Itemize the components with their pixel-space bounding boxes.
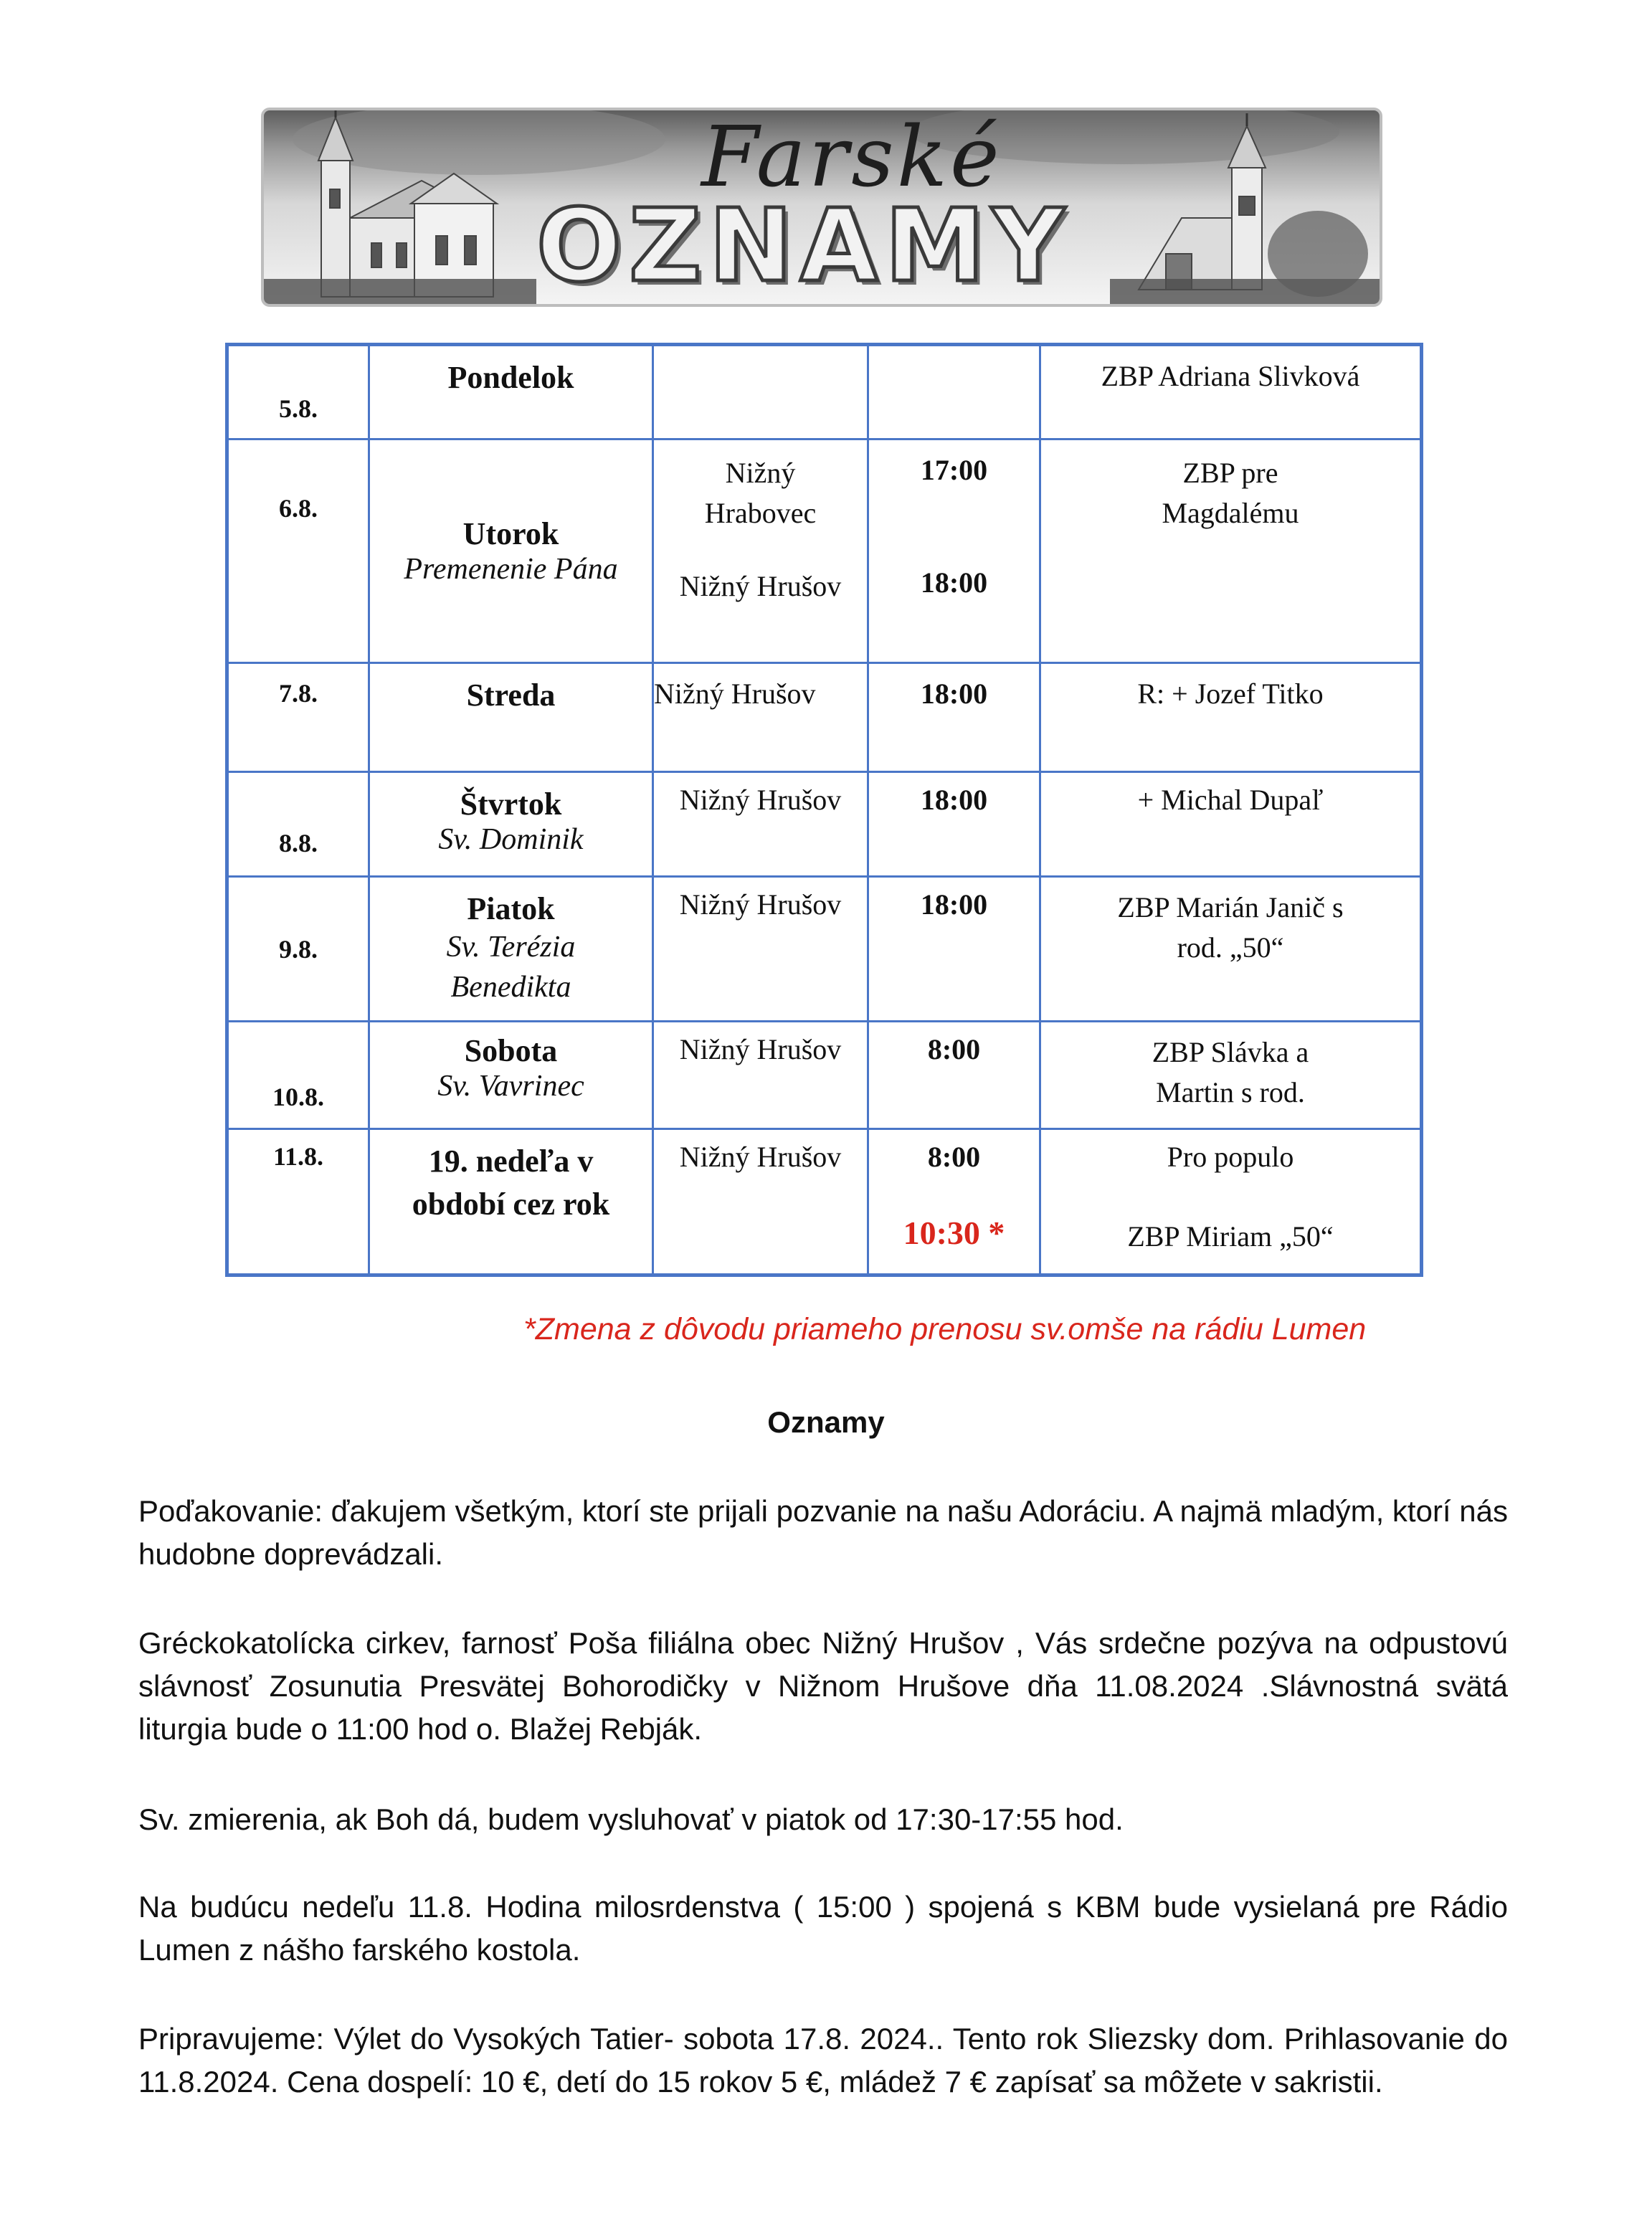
time-text-changed: 10:30 * — [903, 1215, 1005, 1251]
date-cell — [227, 439, 369, 663]
table-row — [227, 1022, 1422, 1129]
intention-cell — [1040, 663, 1422, 772]
intention-text: ZBP pre Magdalému — [1162, 457, 1299, 529]
time-text: 17:00 — [920, 454, 988, 486]
announcement-paragraph: Poďakovanie: ďakujem všetkým, ktorí ste prijali pozvanie na našu Adoráciu. A najmä mladým, ktorí nás hudobne doprevádzali. — [138, 1494, 1508, 1571]
day-cell — [369, 1129, 653, 1275]
time-text: 18:00 — [920, 784, 988, 816]
date-cell — [227, 1022, 369, 1129]
date-text: 5.8. — [279, 394, 318, 423]
schedule-change-note: *Zmena z dôvodu priameho prenosu sv.omše na rádiu Lumen — [523, 1312, 1367, 1346]
intention-cell — [1040, 772, 1422, 877]
banner-title-main: OZNAMY — [536, 188, 1072, 305]
announcement-paragraph: Na budúcu nedeľu 11.8. Hodina milosrdenstva ( 15:00 ) spojená s KBM bude vysielaná pre Rádio Lumen z nášho farského kostola. — [138, 1890, 1508, 1967]
table-row — [227, 877, 1422, 1022]
day-name: Štvrtok — [460, 787, 562, 822]
day-name: Sobota — [464, 1033, 558, 1068]
feast-name: Sv. Dominik — [438, 823, 584, 856]
time-text: 8:00 — [927, 1141, 981, 1173]
feast-name: Premenenie Pána — [404, 553, 618, 586]
intention-cell — [1040, 877, 1422, 1022]
day-name: Utorok — [462, 516, 559, 551]
intention-cell — [1040, 1022, 1422, 1129]
announcement-paragraph: Sv. zmierenia, ak Boh dá, budem vysluhovať v piatok od 17:30-17:55 hod. — [138, 1802, 1124, 1836]
date-cell — [227, 877, 369, 1022]
date-text: 10.8. — [272, 1083, 324, 1111]
feast-name: Sv. Terézia Benedikta — [446, 931, 576, 1004]
time-text: 8:00 — [927, 1033, 981, 1065]
place-text: Nižný Hrušov — [679, 888, 842, 921]
day-cell — [369, 345, 653, 439]
time-cell — [868, 345, 1040, 439]
day-cell — [369, 877, 653, 1022]
intention-text: ZBP Miriam „50“ — [1127, 1220, 1334, 1253]
place-cell — [653, 1129, 868, 1275]
time-cell — [868, 772, 1040, 877]
date-cell — [227, 663, 369, 772]
place-text: Nižný Hrušov — [679, 1033, 842, 1065]
place-text: Nižný Hrušov — [679, 784, 842, 816]
day-cell — [369, 439, 653, 663]
intention-text: Pro populo — [1167, 1141, 1294, 1173]
date-text: 7.8. — [279, 679, 318, 708]
time-text: 18:00 — [920, 678, 988, 710]
time-cell — [868, 1022, 1040, 1129]
intention-cell — [1040, 345, 1422, 439]
place-cell — [653, 1022, 868, 1129]
table-row — [227, 439, 1422, 663]
place-cell — [653, 663, 868, 772]
header-banner — [261, 108, 1382, 307]
date-cell — [227, 345, 369, 439]
date-text: 6.8. — [279, 494, 318, 523]
date-text: 11.8. — [272, 1142, 323, 1171]
intention-cell — [1040, 439, 1422, 663]
table-row — [227, 772, 1422, 877]
day-cell — [369, 1022, 653, 1129]
day-name: 19. nedeľa v období cez rok — [412, 1144, 610, 1222]
intention-text: + Michal Dupaľ — [1137, 784, 1324, 816]
time-cell — [868, 877, 1040, 1022]
announcements-title: Oznamy — [767, 1405, 885, 1439]
table-row — [227, 1129, 1422, 1275]
mass-schedule-table — [225, 343, 1423, 1277]
day-name: Pondelok — [447, 360, 574, 395]
time-cell — [868, 439, 1040, 663]
place-cell — [653, 877, 868, 1022]
table-row — [227, 663, 1422, 772]
time-cell — [868, 663, 1040, 772]
announcement-paragraph: Gréckokatolícka cirkev, farnosť Poša filiálna obec Nižný Hrušov , Vás srdečne pozýva na odpustovú slávnosť Zosunutia Presvätej Bohorodičky v Nižnom Hrušove dňa 11.08.2024 .Slávnostná svätá liturgia bude o 11:00 hod o. Blažej Rebják. — [138, 1626, 1508, 1746]
day-cell — [369, 772, 653, 877]
intention-text: ZBP Slávka a Martin s rod. — [1152, 1036, 1309, 1108]
intention-cell — [1040, 1129, 1422, 1275]
banner-title-script: Farské — [701, 109, 1002, 206]
day-cell — [369, 663, 653, 772]
place-cell — [653, 772, 868, 877]
place-text: Nižný Hrušov — [679, 570, 842, 602]
date-cell — [227, 1129, 369, 1275]
table-row — [227, 345, 1422, 439]
time-cell — [868, 1129, 1040, 1275]
date-text: 8.8. — [279, 829, 318, 857]
time-text: 18:00 — [920, 888, 988, 921]
date-cell — [227, 772, 369, 877]
place-text: Nižný Hrušov — [654, 678, 816, 710]
date-text: 9.8. — [279, 934, 318, 964]
intention-text: ZBP Marián Janič s rod. „50“ — [1117, 891, 1344, 964]
place-text: Nižný Hrušov — [679, 1141, 842, 1173]
time-text: 18:00 — [920, 566, 988, 599]
feast-name: Sv. Vavrinec — [437, 1070, 584, 1103]
place-text: Nižný Hrabovec — [704, 457, 817, 529]
intention-text: R: + Jozef Titko — [1137, 678, 1324, 710]
intention-text: ZBP Adriana Slivková — [1101, 360, 1360, 392]
place-cell — [653, 345, 868, 439]
day-name: Piatok — [467, 891, 555, 926]
announcement-paragraph: Pripravujeme: Výlet do Vysokých Tatier- sobota 17.8. 2024.. Tento rok Sliezsky dom. Prihlasovanie do 11.8.2024. Cena dospelí: 10 €, detí do 15 rokov 5 €, mládež 7 € zapísať sa môžete v sakristii. — [138, 2022, 1508, 2099]
place-cell — [653, 439, 868, 663]
day-name: Streda — [466, 678, 556, 713]
